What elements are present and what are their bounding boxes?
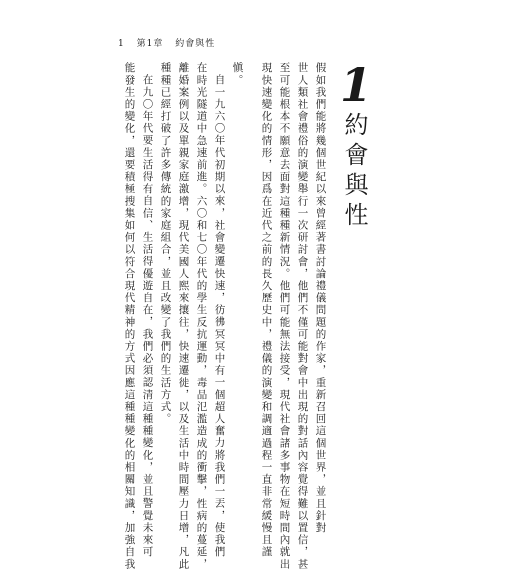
chapter-title: 約會與性 xyxy=(340,112,368,232)
text-column: 種種已經打破了許多傳統的家庭組合，並且改變了我們的生活方式。 xyxy=(159,62,172,425)
text-column: 現快速變化的情形，因爲在近代之前的長久歷史中，禮儀的演變和調適過程一直非常緩慢且謹 xyxy=(260,62,273,559)
text-column: 至可能根本不願意去面對這種種新情況。他們可能無法接受，現代社會諸多事物在短時間內就出 xyxy=(278,62,291,570)
running-header xyxy=(118,36,223,49)
text-column: 自一九六〇年代初期以來，社會變遷快速，彷彿冥冥中有一個超人奮力將我們一丟，使我們 xyxy=(213,74,226,558)
text-column: 世人類社會禮俗的演變舉行一次研討會，他們不僅可能對會中出現的對話內容覺得難以置信，甚 xyxy=(296,62,309,570)
text-column: 離婚案例以及單親家庭激增，現代美國人熙來攘往，快速遷徙，以及生活中時間壓力日增，凡此 xyxy=(177,62,190,570)
chapter-number: 1 xyxy=(340,58,373,112)
text-column: 假如我們能將幾個世紀以來曾經著書討論禮儀問題的作家，重新召回這個世界，並且針對 xyxy=(314,62,327,534)
text-column: 愼。 xyxy=(231,62,244,87)
text-column: 能發生的變化，還要積極搜集如何以符合現代精神的方式因應這種種變化的相關知識，加強自我 xyxy=(123,62,136,570)
page-number: 1 xyxy=(118,39,125,49)
chapter-name: 約會與性 xyxy=(175,39,216,49)
text-column: 在時光隧道中急速前進。六〇和七〇年代的學生反抗運動，毒品氾濫造成的衝擊，性病的蔓延， xyxy=(195,62,208,570)
text-column: 在九〇年代要生活得有自信、生活得優遊自在，我們必須認清這種種變化，並且警覺未來可 xyxy=(141,74,154,558)
chapter-label: 第1章 xyxy=(136,39,164,49)
